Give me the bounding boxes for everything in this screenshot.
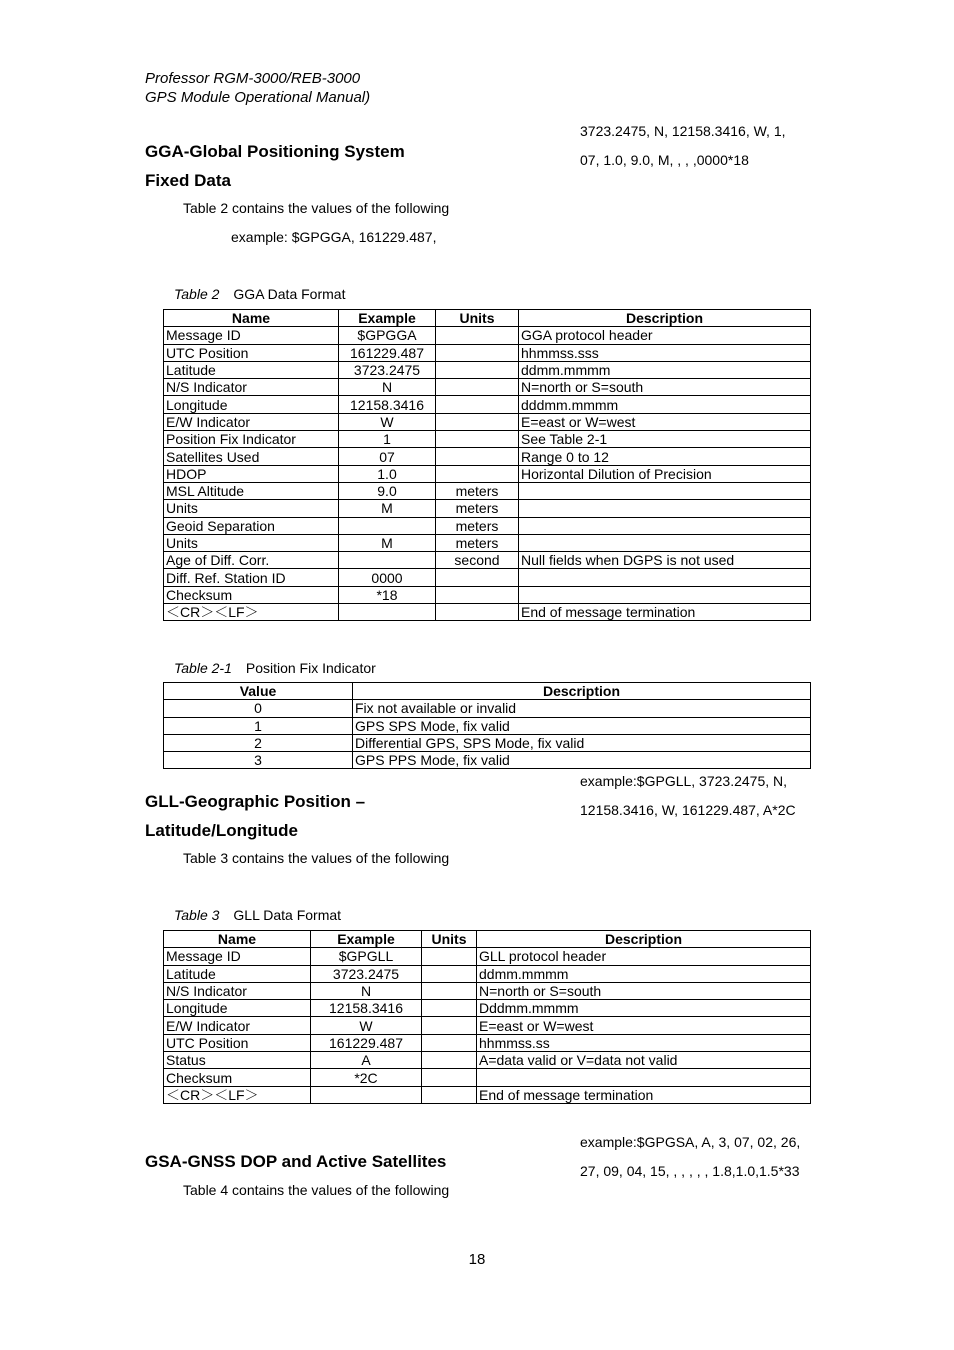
- table-cell: 161229.487: [311, 1034, 422, 1051]
- table-cell: 12158.3416: [339, 396, 436, 413]
- table-cell: [422, 1000, 477, 1017]
- table-row: [164, 465, 811, 482]
- column-header: Name: [164, 931, 311, 948]
- table-row: [164, 379, 811, 396]
- table-cell: meters: [436, 534, 519, 551]
- column-header: Example: [339, 310, 436, 327]
- table-row: [164, 604, 811, 621]
- table-cell: N=north or S=south: [519, 379, 811, 396]
- column-header: Units: [436, 310, 519, 327]
- table-cell: End of message termination: [519, 604, 811, 621]
- table-cell: HDOP: [164, 465, 339, 482]
- table-cell: GPS PPS Mode, fix valid: [353, 752, 811, 769]
- table-cell: Null fields when DGPS is not used: [519, 552, 811, 569]
- table-cell: Differential GPS, SPS Mode, fix valid: [353, 734, 811, 751]
- table-cell: N/S Indicator: [164, 379, 339, 396]
- gll-heading: GLL-Geographic Position –: [145, 792, 366, 811]
- table-cell: A=data valid or V=data not valid: [477, 1052, 811, 1069]
- table-row: [164, 965, 811, 982]
- table-cell: See Table 2-1: [519, 431, 811, 448]
- table-cell: GPS SPS Mode, fix valid: [353, 717, 811, 734]
- table-cell: ddmm.mmmm: [519, 361, 811, 378]
- doc-header-title: Professor RGM-3000/REB-3000: [145, 70, 361, 87]
- table-cell: 0: [164, 700, 353, 717]
- table-row: [164, 569, 811, 586]
- table2-1-caption-title: Position Fix Indicator: [245, 660, 376, 676]
- table-cell: 161229.487: [339, 344, 436, 361]
- table-cell: [339, 552, 436, 569]
- table-row: [164, 431, 811, 448]
- table-row: [164, 517, 811, 534]
- gsa-heading: GSA-GNSS DOP and Active Satellites: [145, 1152, 447, 1171]
- table-cell: Units: [164, 500, 339, 517]
- table-cell: N=north or S=south: [477, 982, 811, 999]
- table-cell: Units: [164, 534, 339, 551]
- table-cell: N/S Indicator: [164, 982, 311, 999]
- table-cell: [436, 413, 519, 430]
- table-row: [164, 734, 811, 751]
- gga-example-cont2: 07, 1.0, 9.0, M, , , ,0000*18: [580, 152, 749, 168]
- table-cell: 3723.2475: [311, 965, 422, 982]
- table-cell: UTC Position: [164, 344, 339, 361]
- table-cell: ＜CR＞＜LF＞: [164, 604, 339, 621]
- table-row: [164, 500, 811, 517]
- gga-data-table: [163, 309, 811, 621]
- table-row: [164, 327, 811, 344]
- table3-caption-title: GLL Data Format: [233, 907, 342, 923]
- table-cell: A: [311, 1052, 422, 1069]
- table-cell: Longitude: [164, 396, 339, 413]
- table-row: [164, 1069, 811, 1086]
- table-cell: GLL protocol header: [477, 948, 811, 965]
- table-cell: [339, 604, 436, 621]
- gga-heading: GGA-Global Positioning System: [145, 142, 405, 161]
- gga-intro: Table 2 contains the values of the following: [183, 200, 450, 216]
- table3-caption-label: Table 3: [174, 907, 220, 923]
- table-cell: [339, 517, 436, 534]
- table-cell: Checksum: [164, 1069, 311, 1086]
- table-cell: [436, 396, 519, 413]
- table-cell: Status: [164, 1052, 311, 1069]
- table-cell: [519, 586, 811, 603]
- table-row: [164, 344, 811, 361]
- table-cell: Checksum: [164, 586, 339, 603]
- column-header: Description: [353, 683, 811, 700]
- table-cell: [436, 361, 519, 378]
- gga-example: example: $GPGGA, 161229.487,: [231, 229, 437, 245]
- table-cell: UTC Position: [164, 1034, 311, 1051]
- table-cell: hhmmss.ss: [477, 1034, 811, 1051]
- table-cell: [477, 1069, 811, 1086]
- table-cell: 1: [339, 431, 436, 448]
- gsa-intro: Table 4 contains the values of the following: [183, 1182, 450, 1198]
- table-cell: [422, 1069, 477, 1086]
- table-row: [164, 982, 811, 999]
- table2-caption-title: GGA Data Format: [233, 286, 346, 302]
- table-cell: Longitude: [164, 1000, 311, 1017]
- table-cell: E=east or W=west: [477, 1017, 811, 1034]
- table-header-row: [164, 931, 811, 948]
- table-cell: 3: [164, 752, 353, 769]
- table-cell: [436, 431, 519, 448]
- table-cell: [436, 344, 519, 361]
- gll-heading-cont: Latitude/Longitude: [145, 821, 298, 840]
- table-cell: [436, 327, 519, 344]
- table-cell: ＜CR＞＜LF＞: [164, 1086, 311, 1103]
- table-cell: *18: [339, 586, 436, 603]
- table-cell: Latitude: [164, 965, 311, 982]
- table-cell: [422, 1086, 477, 1103]
- gsa-example-cont: 27, 09, 04, 15, , , , , , 1.8,1.0,1.5*33: [580, 1163, 800, 1179]
- table-cell: [519, 482, 811, 499]
- table-cell: [422, 1052, 477, 1069]
- table-cell: [519, 569, 811, 586]
- table-cell: 2: [164, 734, 353, 751]
- table2-1-caption: [174, 660, 376, 676]
- gll-intro: Table 3 contains the values of the following: [183, 850, 450, 866]
- table-cell: [436, 604, 519, 621]
- table-cell: ddmm.mmmm: [477, 965, 811, 982]
- column-header: Description: [519, 310, 811, 327]
- table-cell: Geoid Separation: [164, 517, 339, 534]
- table-cell: [519, 517, 811, 534]
- table-cell: Diff. Ref. Station ID: [164, 569, 339, 586]
- table-cell: 07: [339, 448, 436, 465]
- table-cell: [519, 534, 811, 551]
- table-cell: 9.0: [339, 482, 436, 499]
- table-cell: [422, 965, 477, 982]
- position-fix-table: [163, 682, 811, 769]
- gll-example-cont: 12158.3416, W, 161229.487, A*2C: [580, 802, 796, 818]
- table-cell: E/W Indicator: [164, 1017, 311, 1034]
- table-row: [164, 361, 811, 378]
- table2-caption: [174, 286, 345, 302]
- table-cell: *2C: [311, 1069, 422, 1086]
- gga-example-cont: 3723.2475, N, 12158.3416, W, 1,: [580, 123, 786, 139]
- table-cell: M: [339, 500, 436, 517]
- table-cell: N: [339, 379, 436, 396]
- table-cell: Message ID: [164, 948, 311, 965]
- column-header: Value: [164, 683, 353, 700]
- table-cell: [436, 569, 519, 586]
- table-cell: Fix not available or invalid: [353, 700, 811, 717]
- table-cell: [422, 1017, 477, 1034]
- table-cell: $GPGGA: [339, 327, 436, 344]
- table-cell: Position Fix Indicator: [164, 431, 339, 448]
- doc-header-subtitle: GPS Module Operational Manual): [145, 89, 371, 106]
- table2-caption-label: Table 2: [174, 286, 220, 302]
- table-cell: Latitude: [164, 361, 339, 378]
- table-row: [164, 752, 811, 769]
- table-row: [164, 1052, 811, 1069]
- table3-caption: [174, 907, 341, 923]
- table-cell: second: [436, 552, 519, 569]
- column-header: Example: [311, 931, 422, 948]
- table-row: [164, 700, 811, 717]
- table-cell: meters: [436, 517, 519, 534]
- table-cell: Age of Diff. Corr.: [164, 552, 339, 569]
- table-cell: E/W Indicator: [164, 413, 339, 430]
- table-row: [164, 396, 811, 413]
- table-header-row: [164, 310, 811, 327]
- table-cell: W: [339, 413, 436, 430]
- table-cell: GGA protocol header: [519, 327, 811, 344]
- table-row: [164, 413, 811, 430]
- table-cell: Range 0 to 12: [519, 448, 811, 465]
- table-row: [164, 586, 811, 603]
- column-header: Name: [164, 310, 339, 327]
- table-cell: [519, 500, 811, 517]
- table-row: [164, 717, 811, 734]
- table-cell: hhmmss.sss: [519, 344, 811, 361]
- table-cell: Satellites Used: [164, 448, 339, 465]
- table-header-row: [164, 683, 811, 700]
- table-cell: 12158.3416: [311, 1000, 422, 1017]
- gsa-example: example:$GPGSA, A, 3, 07, 02, 26,: [580, 1134, 801, 1150]
- table-cell: W: [311, 1017, 422, 1034]
- table-row: [164, 1034, 811, 1051]
- table-cell: 0000: [339, 569, 436, 586]
- table-row: [164, 552, 811, 569]
- gll-example: example:$GPGLL, 3723.2475, N,: [580, 773, 788, 789]
- table-cell: N: [311, 982, 422, 999]
- table-cell: 1.0: [339, 465, 436, 482]
- column-header: Units: [422, 931, 477, 948]
- table-cell: E=east or W=west: [519, 413, 811, 430]
- gga-heading-cont: Fixed Data: [145, 171, 231, 190]
- table-cell: Dddmm.mmmm: [477, 1000, 811, 1017]
- table-row: [164, 948, 811, 965]
- table-cell: Message ID: [164, 327, 339, 344]
- table-row: [164, 1086, 811, 1103]
- table-cell: [436, 379, 519, 396]
- table-cell: End of message termination: [477, 1086, 811, 1103]
- page-number: 18: [468, 1251, 486, 1268]
- table-cell: meters: [436, 482, 519, 499]
- table-cell: [422, 1034, 477, 1051]
- table-cell: [422, 982, 477, 999]
- table2-1-caption-label: Table 2-1: [174, 660, 232, 676]
- table-cell: dddmm.mmmm: [519, 396, 811, 413]
- table-row: [164, 482, 811, 499]
- gll-data-table: [163, 930, 811, 1104]
- table-cell: [311, 1086, 422, 1103]
- table-row: [164, 534, 811, 551]
- table-row: [164, 1000, 811, 1017]
- table-cell: meters: [436, 500, 519, 517]
- table-row: [164, 1017, 811, 1034]
- table-cell: M: [339, 534, 436, 551]
- table-cell: 1: [164, 717, 353, 734]
- table-cell: $GPGLL: [311, 948, 422, 965]
- table-row: [164, 448, 811, 465]
- table-cell: 3723.2475: [339, 361, 436, 378]
- table-cell: MSL Altitude: [164, 482, 339, 499]
- table-cell: Horizontal Dilution of Precision: [519, 465, 811, 482]
- table-cell: [436, 448, 519, 465]
- table-cell: [422, 948, 477, 965]
- table-cell: [436, 586, 519, 603]
- column-header: Description: [477, 931, 811, 948]
- table-cell: [436, 465, 519, 482]
